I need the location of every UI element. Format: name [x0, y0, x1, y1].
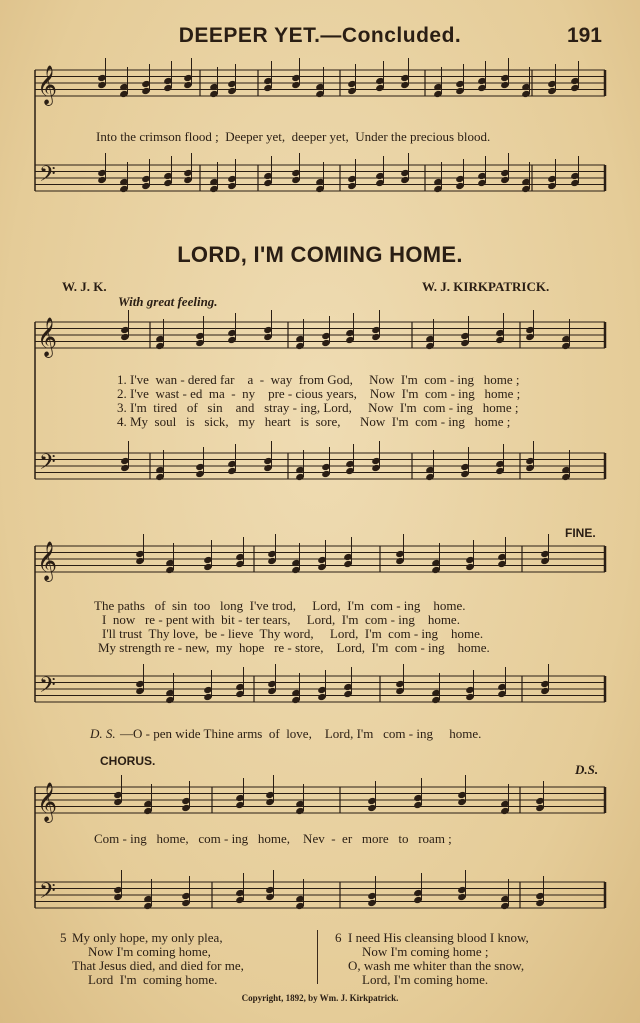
author-credit: W. J. K. [62, 279, 107, 294]
chorus-label: CHORUS. [100, 754, 156, 768]
copyright-notice: Copyright, 1892, by Wm. J. Kirkpatrick. [241, 993, 399, 1003]
fine-marking: FINE. [565, 526, 596, 540]
chorus-ds-marking: D.S. [575, 762, 599, 777]
verse-line-1: 1. I've wan - dered far a - way from God, Now I'm com - ing home ; [117, 372, 520, 387]
system-2-treble-clef-icon: 𝄞 [37, 541, 58, 581]
page-number: 191 [566, 24, 602, 47]
system-1-treble-clef-icon: 𝄞 [37, 317, 58, 357]
chorus-lyric: Com - ing home, com - ing home, Nev - er more to roam ; [94, 831, 452, 846]
verse2-line-1: The paths of sin too long I've trod, Lord, I'm com - ing home. [94, 598, 466, 613]
tempo-marking: With great feeling. [118, 294, 218, 309]
composer-credit: W. J. KIRKPATRICK. [422, 279, 550, 294]
chorus-treble-clef-icon: 𝄞 [37, 782, 58, 822]
verse2-line-2: I now re - pent with bit - ter tears, Lord, I'm com - ing home. [102, 612, 460, 627]
deeper-yet-treble-clef-icon: 𝄞 [37, 65, 58, 105]
ds-label: D. S. [90, 726, 116, 741]
verse-line-4: 4. My soul is sick, my heart is sore, Now I'm com - ing home ; [117, 414, 511, 429]
verse2-line-3: I'll trust Thy love, be - lieve Thy word, Lord, I'm com - ing home. [102, 626, 484, 641]
verse-line-2: 2. I've wast - ed ma - ny pre - cious years, Now I'm com - ing home ; [117, 386, 521, 401]
stanza-5-line-1: My only hope, my only plea, [72, 930, 223, 945]
deeper-yet-bass-clef-icon: 𝄢 [39, 162, 56, 192]
stanza-6-number: 6 [335, 930, 342, 945]
stanza-5-number: 5 [60, 930, 67, 945]
system-1-bass-clef-icon: 𝄢 [39, 450, 56, 480]
stanza-6-line-1: I need His cleansing blood I know, [348, 930, 529, 945]
stanza-6-line-2: Now I'm coming home ; [362, 944, 489, 959]
song-title: LORD, I'M COMING HOME. [177, 242, 463, 267]
ds-lyric: —O - pen wide Thine arms of love, Lord, I'm com - ing home. [120, 726, 482, 741]
page-header-title: DEEPER YET.—Concluded. [178, 24, 462, 47]
system-2-bass-clef-icon: 𝄢 [39, 673, 56, 703]
stanza-6-line-3: O, wash me whiter than the snow, [348, 958, 525, 973]
deeper-yet-lyric: Into the crimson flood ; Deeper yet, deeper yet, Under the precious blood. [96, 129, 491, 144]
stanza-5-line-3: That Jesus died, and died for me, [72, 958, 244, 973]
stanza-5-line-2: Now I'm coming home, [88, 944, 211, 959]
verse2-line-4: My strength re - new, my hope re - store, Lord, I'm com - ing home. [98, 640, 490, 655]
stanza-divider [317, 930, 318, 984]
stanza-5-line-4: Lord I'm coming home. [88, 972, 218, 987]
chorus-bass-clef-icon: 𝄢 [39, 879, 56, 909]
verse-line-3: 3. I'm tired of sin and stray - ing, Lord, Now I'm com - ing home ; [117, 400, 519, 415]
stanza-6-line-4: Lord, I'm coming home. [362, 972, 489, 987]
